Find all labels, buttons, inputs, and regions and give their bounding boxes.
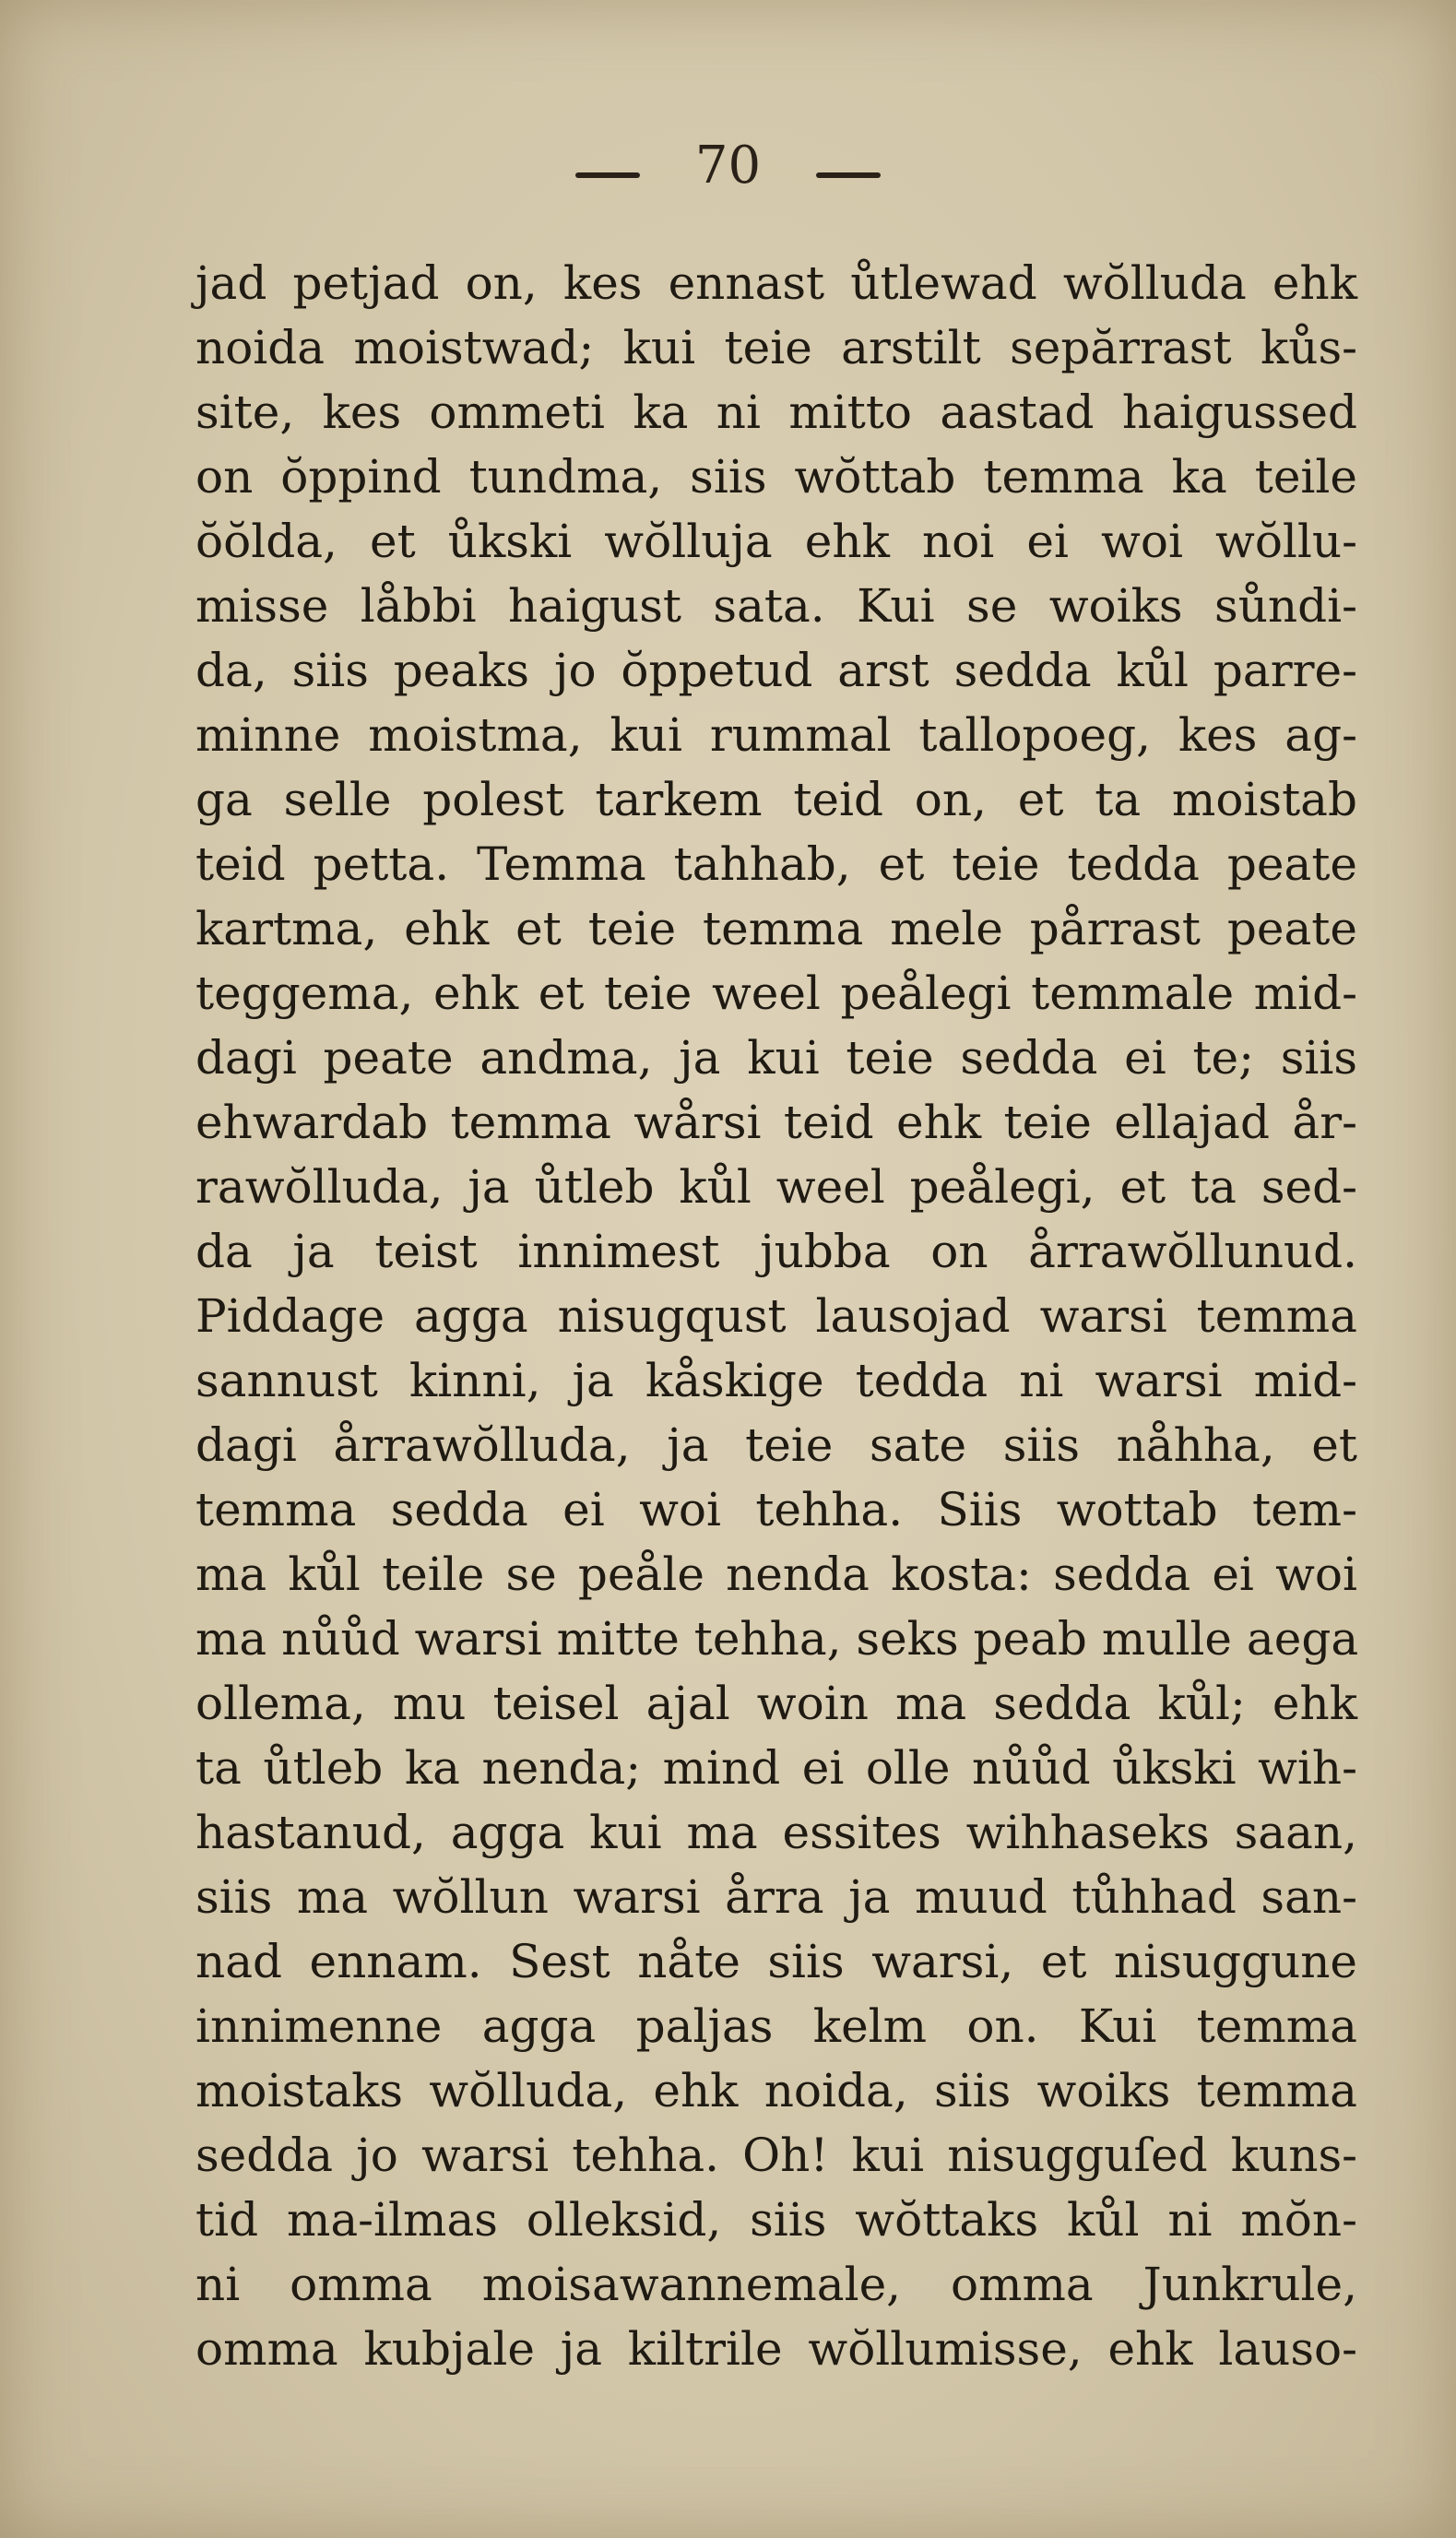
body-text: [195, 251, 1357, 2381]
text-line: ni omma moisawannemale, omma Junkrule,: [195, 2258, 1357, 2311]
text-line: tid ma-ilmas olleksid, siis wŏttaks kůl ni mŏn-: [195, 2193, 1357, 2247]
text-line: ma nůůd warsi mitte tehha, seks peab mulle aega: [195, 1612, 1359, 1666]
text-line: siis ma wŏllun warsi årra ja muud tůhhad san-: [195, 1870, 1357, 1924]
text-line: dagi peate andma, ja kui teie sedda ei te; siis: [195, 1031, 1357, 1085]
text-line: temma sedda ei woi tehha. Siis wottab tem-: [195, 1483, 1357, 1536]
text-line: teid petta. Temma tahhab, et teie tedda peate: [195, 837, 1357, 891]
text-line: omma kubjale ja kiltrile wŏllumisse, ehk lauso-: [195, 2322, 1357, 2376]
header-ornament-left: [575, 172, 640, 178]
text-line: nad ennam. Sest nåte siis warsi, et nisuggune: [195, 1935, 1357, 1988]
text-line: teggema, ehk et teie weel peålegi temmale mid-: [195, 967, 1357, 1020]
page-header: [0, 138, 1456, 194]
text-line: Piddage agga nisugqust lausojad warsi temma: [195, 1289, 1357, 1343]
text-line: moistaks wŏlluda, ehk noida, siis woiks temma: [195, 2064, 1357, 2117]
text-line: innimenne agga paljas kelm on. Kui temma: [195, 1999, 1357, 2053]
text-line: da, siis peaks jo ŏppetud arst sedda kůl parre-: [195, 644, 1357, 697]
text-line: ta ůtleb ka nenda; mind ei olle nůůd ůkski wih-: [195, 1741, 1357, 1795]
text-line: sedda jo warsi tehha. Oh! kui nisugguſed kuns-: [195, 2129, 1357, 2182]
text-line: ma kůl teile se peåle nenda kosta: sedda ei woi: [195, 1548, 1357, 1601]
text-line: minne moistma, kui rummal tallopoeg, kes ag-: [195, 708, 1357, 762]
text-line: on ŏppind tundma, siis wŏttab temma ka teile: [195, 450, 1357, 504]
text-line: ga selle polest tarkem teid on, et ta moistab: [195, 773, 1357, 826]
text-line: sannust kinni, ja kåskige tedda ni warsi mid-: [195, 1354, 1357, 1407]
text-line: jad petjad on, kes ennast ůtlewad wŏlluda ehk: [195, 256, 1357, 310]
header-ornament-right: [816, 172, 881, 178]
text-line: kartma, ehk et teie temma mele pårrast peate: [195, 902, 1357, 955]
text-line: ŏŏlda, et ůkski wŏlluja ehk noi ei woi wŏllu-: [195, 515, 1357, 568]
page-number: 70: [694, 136, 762, 196]
text-line: da ja teist innimest jubba on årrawŏllunud.: [195, 1225, 1357, 1278]
text-line: ehwardab temma wårsi teid ehk teie ellajad år-: [195, 1096, 1357, 1149]
text-line: misse låbbi haigust sata. Kui se woiks sůndi-: [195, 579, 1357, 633]
text-line: dagi årrawŏlluda, ja teie sate siis nåhha, et: [195, 1418, 1357, 1472]
text-line: site, kes ommeti ka ni mitto aastad haigussed: [195, 385, 1357, 439]
text-line: rawŏlluda, ja ůtleb kůl weel peålegi, et ta sed-: [195, 1160, 1357, 1214]
text-line: ollema, mu teisel ajal woin ma sedda kůl; ehk: [195, 1677, 1357, 1730]
text-line: noida moistwad; kui teie arstilt sepărrast kůs-: [195, 321, 1357, 374]
text-line: hastanud, agga kui ma essites wihhaseks saan,: [195, 1806, 1357, 1859]
